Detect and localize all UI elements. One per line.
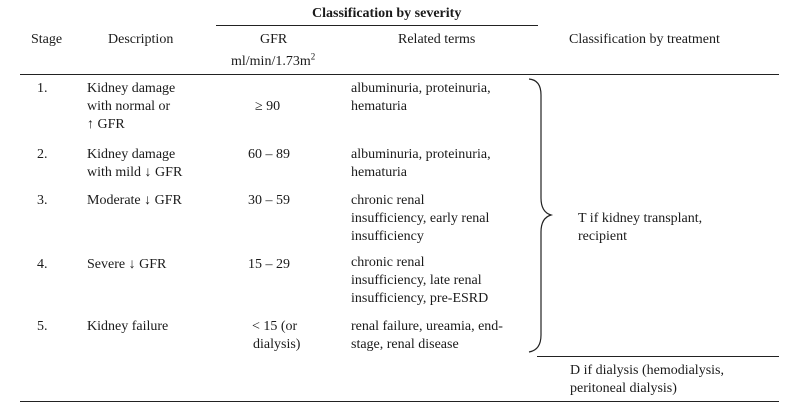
table-bottom-rule bbox=[20, 401, 779, 402]
row-2-description-line-2: with mild ↓ GFR bbox=[87, 165, 183, 180]
row-2-gfr: 60 – 89 bbox=[248, 147, 290, 162]
row-1-related-line-1: albuminuria, proteinuria, bbox=[351, 81, 491, 96]
col-header-related-terms: Related terms bbox=[398, 32, 476, 47]
row-1-description-line-1: Kidney damage bbox=[87, 81, 176, 96]
dialysis-row-rule bbox=[537, 356, 779, 357]
col-header-stage: Stage bbox=[31, 32, 63, 47]
treatment-dialysis-line-2: peritoneal dialysis) bbox=[570, 381, 677, 396]
row-4-gfr: 15 – 29 bbox=[248, 257, 290, 272]
row-4-description-line-1: Severe ↓ GFR bbox=[87, 257, 167, 272]
treatment-dialysis-line-1: D if dialysis (hemodialysis, bbox=[570, 363, 724, 378]
severity-group-header: Classification by severity bbox=[312, 6, 462, 21]
row-5-gfr-line-2: dialysis) bbox=[253, 337, 301, 352]
row-3-stage: 3. bbox=[37, 193, 48, 208]
row-1-description-line-2: with normal or bbox=[87, 99, 171, 114]
row-4-related-line-1: chronic renal bbox=[351, 255, 425, 270]
row-5-related-line-2: stage, renal disease bbox=[351, 337, 459, 352]
row-2-related-line-2: hematuria bbox=[351, 165, 407, 180]
row-5-related-line-1: renal failure, ureamia, end- bbox=[351, 319, 503, 334]
row-5-gfr-line-1: < 15 (or bbox=[252, 319, 298, 334]
col-header-gfr-unit: $ml/\min/1.73m^2$ bbox=[231, 51, 316, 69]
row-2-stage: 2. bbox=[37, 147, 48, 162]
row-3-related-line-2: insufficiency, early renal bbox=[351, 211, 490, 226]
row-1-stage: 1. bbox=[37, 81, 48, 96]
col-header-description: Description bbox=[108, 32, 174, 47]
row-4-related-line-2: insufficiency, late renal bbox=[351, 273, 482, 288]
row-4-stage: 4. bbox=[37, 257, 48, 272]
row-5-stage: 5. bbox=[37, 319, 48, 334]
row-3-related-line-3: insufficiency bbox=[351, 229, 424, 244]
row-2-description-line-1: Kidney damage bbox=[87, 147, 176, 162]
row-1-related-line-2: hematuria bbox=[351, 99, 407, 114]
row-1-gfr: ≥ 90 bbox=[255, 99, 281, 114]
treatment-transplant-line-2: recipient bbox=[578, 229, 627, 244]
row-2-related-line-1: albuminuria, proteinuria, bbox=[351, 147, 491, 162]
treatment-transplant-line-1: T if kidney transplant, bbox=[578, 211, 703, 226]
row-3-description-line-1: Moderate ↓ GFR bbox=[87, 193, 182, 208]
row-4-related-line-3: insufficiency, pre-ESRD bbox=[351, 291, 489, 306]
col-header-treatment: Classification by treatment bbox=[569, 32, 720, 47]
row-3-gfr: 30 – 59 bbox=[248, 193, 290, 208]
row-3-related-line-1: chronic renal bbox=[351, 193, 425, 208]
col-header-gfr: GFR bbox=[260, 32, 288, 47]
row-5-description-line-1: Kidney failure bbox=[87, 319, 169, 334]
row-1-description-line-3: ↑ GFR bbox=[87, 117, 125, 132]
